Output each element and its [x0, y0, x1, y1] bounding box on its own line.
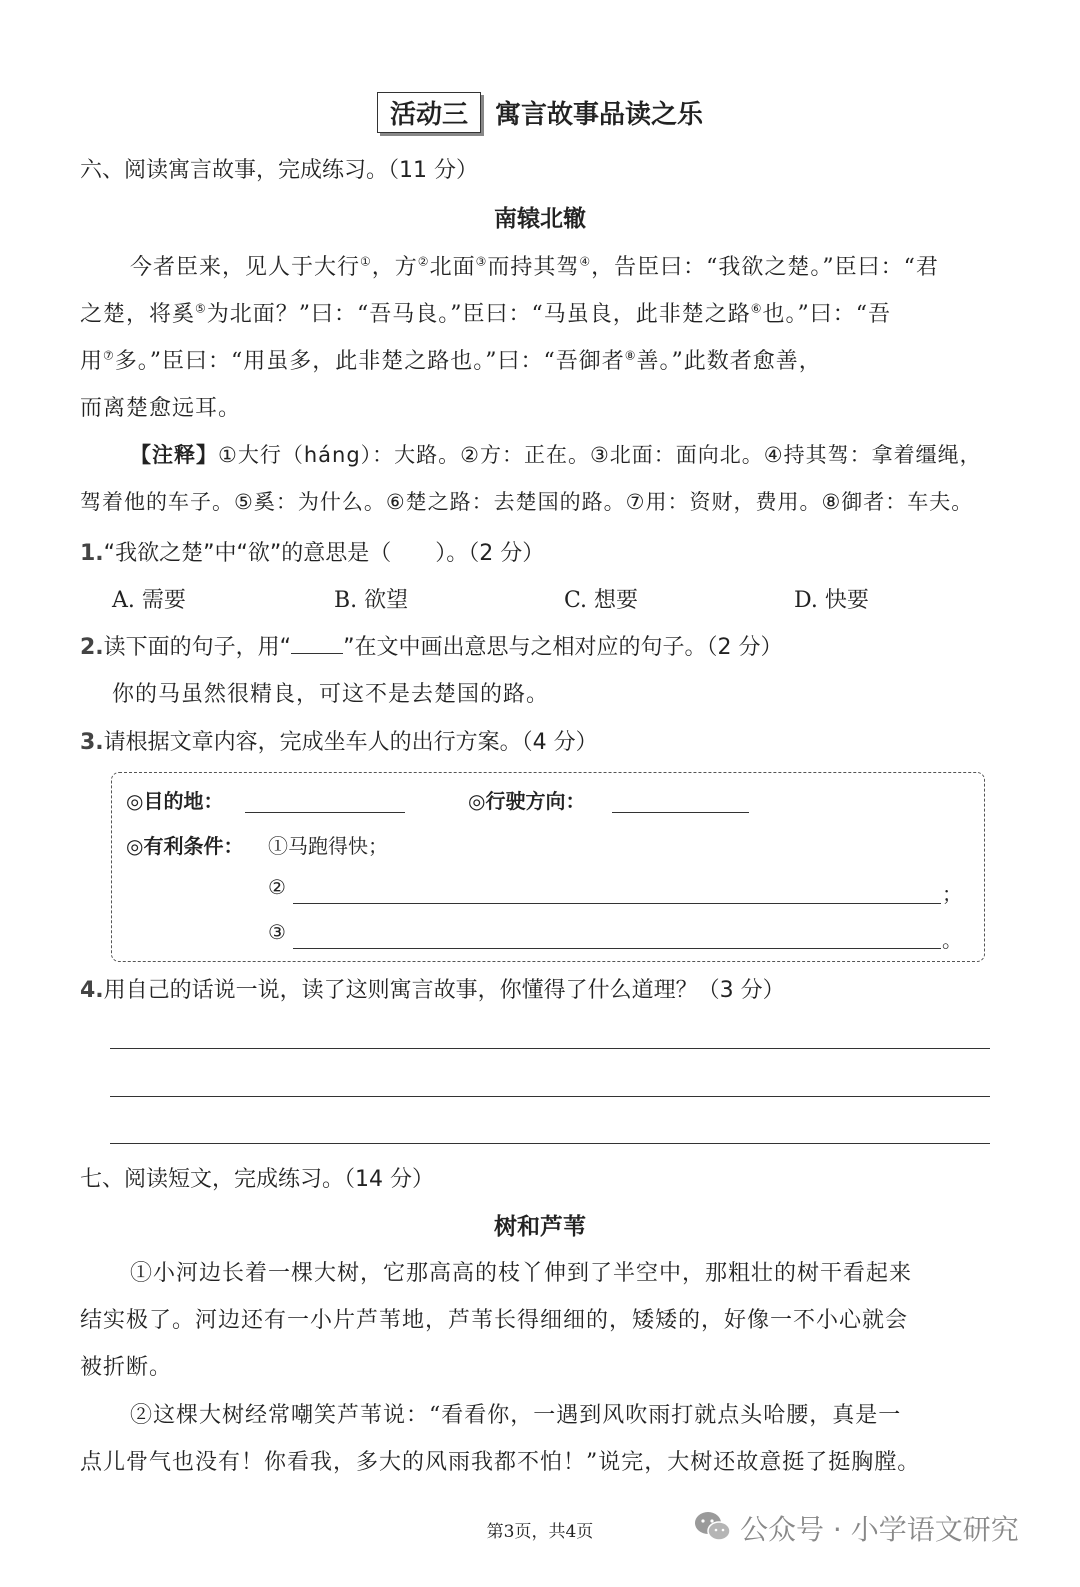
story-line-2: 之楚，将奚⑤为北面？”曰：“吾马良。”臣曰：“马虽良，此非楚之路⑥也。”曰：“吾 [80, 301, 892, 327]
story-title-tree-reed: 树和芦苇 [494, 1214, 586, 1240]
watermark-text: 公众号 · 小学语文研究 [740, 1513, 1019, 1546]
page-number: 第3页，共4页 [486, 1522, 594, 1542]
notes-line-2: 驾着他的车子。⑤奚：为什么。⑥楚之路：去楚国的路。⑦用：资财，费用。⑧御者：车夫。 [80, 490, 974, 514]
notes-label: 【注释】 [130, 443, 218, 467]
destination-blank[interactable] [245, 812, 405, 813]
answer-line-3[interactable] [110, 1143, 990, 1144]
section6-heading: 六、阅读寓言故事，完成练习。（11 分） [80, 158, 478, 183]
passage-line-4: ②这棵大树经常嘲笑芦苇说：“看看你，一遇到风吹雨打就点头哈腰，真是一 [130, 1403, 902, 1428]
wechat-icon [693, 1510, 733, 1544]
destination-label: ◎目的地： [126, 789, 224, 813]
passage-line-1: ①小河边长着一棵大树，它那高高的枝丫伸到了半空中，那粗壮的树干看起来 [130, 1261, 913, 1286]
story-line-1: 今者臣来，见人于大行①，方②北面③而持其驾④，告臣曰：“我欲之楚。”臣曰：“君 [130, 254, 939, 280]
answer-line-1[interactable] [110, 1048, 990, 1049]
condition-2-end: ； [942, 882, 962, 906]
activity-header [0, 92, 1080, 133]
passage-line-5: 点儿骨气也没有！你看我，多大的风雨我都不怕！”说完，大树还故意挺了挺胸膛。 [80, 1450, 921, 1475]
notes-line-1: 【注释】①大行（háng）：大路。②方：正在。③北面：面向北。④持其驾：拿着缰绳， [130, 443, 982, 467]
condition-1: ①马跑得快； [268, 834, 388, 858]
question-4: 4.用自己的话说一说，读了这则寓言故事，你懂得了什么道理？（3 分） [80, 978, 785, 1003]
condition-3-end: 。 [942, 928, 962, 952]
direction-label: ◎行驶方向： [468, 789, 586, 813]
question-2: 2.读下面的句子，用“ ”在文中画出意思与之相对应的句子。（2 分） [80, 635, 783, 660]
condition-2-mark: ② [268, 875, 286, 899]
story-line-3: 用⑦多。”臣曰：“用虽多，此非楚之路也。”曰：“吾御者⑧善。”此数者愈善， [80, 348, 822, 374]
question-1: 1.“我欲之楚”中“欲”的意思是（ ）。（2 分） [80, 541, 545, 566]
condition-3-mark: ③ [268, 920, 286, 944]
activity-title: 寓言故事品读之乐 [495, 100, 704, 130]
activity-tag: 活动三 [377, 92, 481, 133]
q1-option-a[interactable]: A. 需要 [112, 588, 186, 613]
q2-sentence: 你的马虽然很精良，可这不是去楚国的路。 [112, 682, 550, 707]
q1-option-d[interactable]: D. 快要 [794, 588, 869, 613]
q1-option-b[interactable]: B. 欲望 [334, 588, 409, 613]
condition-3-blank[interactable] [293, 948, 941, 949]
section7-heading: 七、阅读短文，完成练习。（14 分） [80, 1167, 434, 1192]
story-line-4: 而离楚愈远耳。 [80, 396, 242, 421]
underline-sample [291, 635, 343, 654]
direction-blank[interactable] [612, 812, 749, 813]
condition-2-blank[interactable] [293, 903, 941, 904]
answer-line-2[interactable] [110, 1096, 990, 1097]
conditions-label: ◎有利条件： [126, 834, 244, 858]
q1-option-c[interactable]: C. 想要 [564, 588, 639, 613]
passage-line-2: 结实极了。河边还有一小片芦苇地，芦苇长得细细的，矮矮的，好像一不小心就会 [80, 1308, 909, 1333]
passage-line-3: 被折断。 [80, 1355, 173, 1380]
story-title-nanyuan: 南辕北辙 [494, 206, 586, 232]
question-3: 3.请根据文章内容，完成坐车人的出行方案。（4 分） [80, 730, 598, 755]
